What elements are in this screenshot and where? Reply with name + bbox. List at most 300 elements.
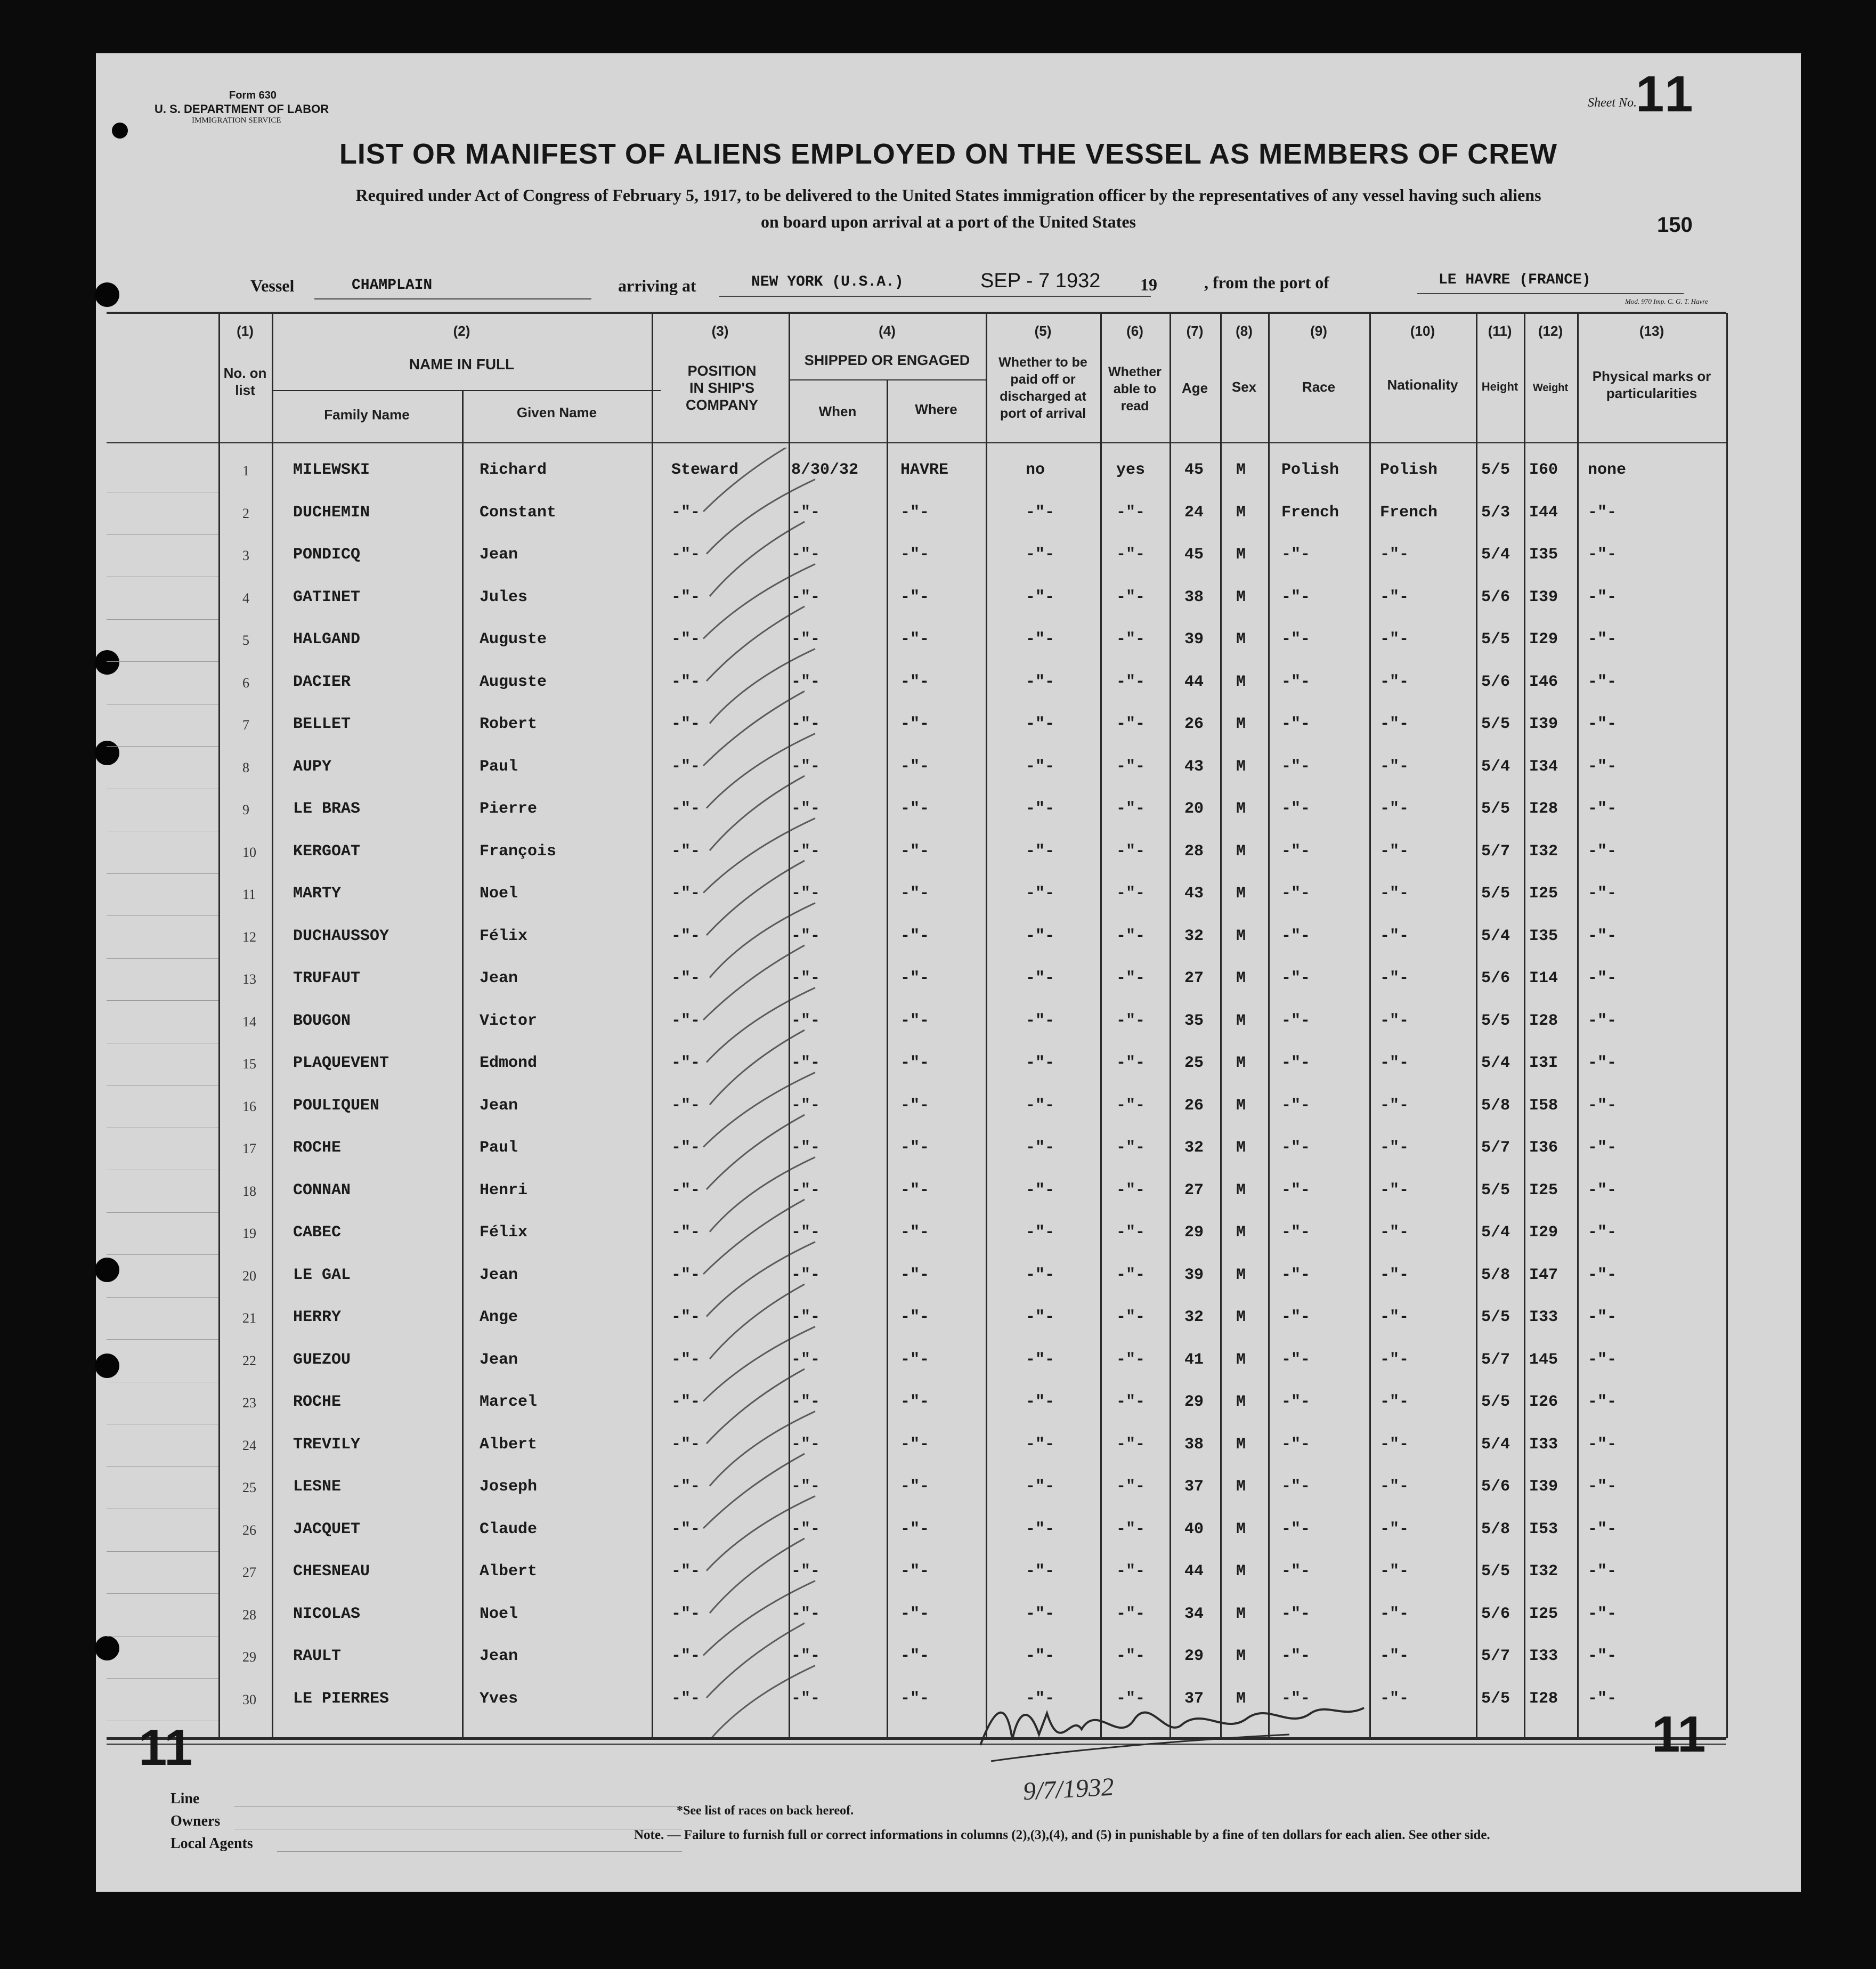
cell-nat: -"- [1380, 969, 1409, 987]
from-label: , from the port of [1204, 273, 1329, 292]
cell-marks: -"- [1588, 927, 1617, 945]
pencil-stroke [703, 1581, 815, 1656]
cell-paid: -"- [1026, 1478, 1055, 1496]
cell-family: DACIER [293, 672, 351, 691]
cell-read: -"- [1116, 546, 1146, 564]
col2-given-header: Given Name [516, 404, 597, 420]
cell-weight: I25 [1529, 1605, 1558, 1623]
cell-nat: -"- [1380, 1181, 1409, 1200]
cell-race: -"- [1281, 1308, 1311, 1326]
cell-sex: M [1236, 546, 1246, 564]
row-number: 26 [242, 1522, 256, 1538]
cell-sex: M [1236, 1478, 1246, 1496]
cell-given: Edmond [480, 1054, 538, 1072]
cell-paid: -"- [1026, 1181, 1055, 1200]
col1-number: (1) [237, 323, 254, 339]
cell-when: -"- [791, 1096, 821, 1115]
cell-height: 5/8 [1481, 1520, 1510, 1538]
cell-read: -"- [1116, 1647, 1146, 1665]
col12-number: (12) [1538, 323, 1563, 339]
from-underline [1417, 293, 1684, 294]
cell-given: Jules [480, 588, 528, 606]
pencil-stroke [710, 522, 805, 596]
col-rule [218, 313, 220, 1738]
cell-where: -"- [900, 1139, 930, 1157]
cell-weight: I28 [1529, 1011, 1558, 1030]
cell-paid: -"- [1026, 503, 1055, 522]
cell-marks: -"- [1588, 800, 1617, 818]
col8-header: Sex [1231, 379, 1257, 395]
cell-age: 38 [1184, 588, 1204, 606]
col-rule [462, 390, 464, 1738]
cell-race: Polish [1281, 461, 1339, 479]
cell-weight: I25 [1529, 1181, 1558, 1200]
cell-read: -"- [1116, 927, 1146, 945]
service: IMMIGRATION SERVICE [192, 116, 281, 125]
cell-paid: -"- [1026, 1096, 1055, 1115]
cell-age: 45 [1184, 546, 1204, 564]
cell-read: -"- [1116, 630, 1146, 649]
cell-read: -"- [1116, 1435, 1146, 1454]
agents-field [277, 1851, 682, 1852]
col2-header: NAME IN FULL [409, 356, 515, 372]
pencil-stroke [706, 861, 805, 935]
cell-given: Jean [480, 1350, 518, 1369]
binder-hole [95, 650, 119, 675]
cell-age: 41 [1184, 1350, 1204, 1369]
col13-number: (13) [1639, 323, 1664, 339]
col5-header: Whether to be paid off or discharged at port of arrival [998, 355, 1087, 421]
cell-nat: -"- [1380, 1054, 1409, 1072]
cell-nat: French [1380, 503, 1438, 522]
cell-nat: -"- [1380, 1478, 1409, 1496]
table-top-rule [107, 312, 1726, 314]
pencil-stroke [703, 1327, 815, 1401]
cell-read: -"- [1116, 1605, 1146, 1623]
margin-rule [107, 1678, 218, 1679]
pencil-stroke [703, 1200, 805, 1274]
cell-position: -"- [671, 1520, 701, 1538]
cell-where: -"- [900, 885, 930, 903]
cell-race: -"- [1281, 885, 1311, 903]
cell-race: -"- [1281, 1562, 1311, 1581]
binder-hole [95, 282, 119, 307]
cell-given: Ange [480, 1308, 518, 1326]
cell-given: Auguste [480, 630, 547, 649]
cell-family: DUCHEMIN [293, 503, 370, 522]
cell-age: 43 [1184, 757, 1204, 776]
cell-paid: -"- [1026, 757, 1055, 776]
cell-where: -"- [900, 757, 930, 776]
col7-header: Age [1181, 380, 1208, 396]
cell-weight: I39 [1529, 1478, 1558, 1496]
cell-weight: I26 [1529, 1393, 1558, 1411]
cell-read: -"- [1116, 1350, 1146, 1369]
cell-weight: I58 [1529, 1096, 1558, 1115]
col11-number: (11) [1488, 323, 1512, 339]
legal-note [634, 1828, 1490, 1843]
cell-position: -"- [671, 1350, 701, 1369]
cell-age: 32 [1184, 927, 1204, 945]
margin-rule [107, 873, 218, 874]
note-prefix: Note. — [634, 1828, 681, 1842]
cell-position: -"- [671, 672, 701, 691]
cell-nat: -"- [1380, 630, 1409, 649]
cell-race: -"- [1281, 800, 1311, 818]
cell-marks: -"- [1588, 1181, 1617, 1200]
cell-paid: -"- [1026, 630, 1055, 649]
cell-race: -"- [1281, 1054, 1311, 1072]
cell-given: Auguste [480, 672, 547, 691]
cell-when: 8/30/32 [791, 461, 859, 479]
cell-race: -"- [1281, 1181, 1311, 1200]
binder-hole [95, 1258, 119, 1282]
cell-position: -"- [671, 1266, 701, 1284]
cell-weight: I35 [1529, 546, 1558, 564]
cell-sex: M [1236, 1139, 1246, 1157]
cell-nat: -"- [1380, 1647, 1409, 1665]
cell-height: 5/5 [1481, 630, 1510, 649]
cell-given: Victor [480, 1011, 538, 1030]
stamp-number: 150 [1657, 213, 1693, 237]
cell-marks: -"- [1588, 1139, 1617, 1157]
cell-where: -"- [900, 630, 930, 649]
line-field [234, 1806, 682, 1807]
cell-marks: -"- [1588, 842, 1617, 861]
cell-sex: M [1236, 1266, 1246, 1284]
cell-paid: -"- [1026, 1223, 1055, 1242]
cell-read: -"- [1116, 1096, 1146, 1115]
pencil-stroke [706, 1496, 815, 1571]
cell-position: -"- [671, 1689, 701, 1708]
cell-when: -"- [791, 1435, 821, 1454]
pencil-stroke [710, 1412, 815, 1486]
cell-position: -"- [671, 800, 701, 818]
row-number: 28 [242, 1607, 256, 1623]
cell-when: -"- [791, 800, 821, 818]
col4-header: SHIPPED OR ENGAGED [804, 352, 970, 368]
cell-position: -"- [671, 1647, 701, 1665]
arriving-label: arriving at [618, 276, 696, 295]
cell-position: -"- [671, 969, 701, 987]
cell-height: 5/6 [1481, 588, 1510, 606]
cell-race: -"- [1281, 1096, 1311, 1115]
row-number: 10 [242, 844, 256, 860]
pencil-stroke [703, 945, 805, 1020]
cell-age: 37 [1184, 1478, 1204, 1496]
cell-height: 5/5 [1481, 461, 1510, 479]
col-rule [272, 313, 273, 1738]
cell-given: Claude [480, 1520, 538, 1538]
cell-race: -"- [1281, 1266, 1311, 1284]
cell-sex: M [1236, 1562, 1246, 1581]
cell-where: -"- [900, 546, 930, 564]
cell-read: -"- [1116, 503, 1146, 522]
cell-race: -"- [1281, 1223, 1311, 1242]
row-number: 16 [242, 1098, 256, 1114]
col5-number: (5) [1034, 323, 1052, 339]
col2-family-header: Family Name [324, 407, 410, 423]
row-number: 12 [242, 929, 256, 945]
cell-when: -"- [791, 588, 821, 606]
cell-sex: M [1236, 1435, 1246, 1454]
page-number-right: 11 [1652, 1706, 1706, 1763]
sheet-number: 11 [1636, 66, 1696, 123]
cell-where: -"- [900, 672, 930, 691]
cell-when: -"- [791, 1266, 821, 1284]
cell-family: CHESNEAU [293, 1562, 370, 1581]
cell-marks: -"- [1588, 1096, 1617, 1115]
cell-given: Albert [480, 1562, 538, 1581]
pencil-stroke [706, 988, 815, 1063]
cell-nat: -"- [1380, 1223, 1409, 1242]
row-number: 29 [242, 1649, 256, 1665]
cell-nat: -"- [1380, 1520, 1409, 1538]
departure-port: LE HAVRE (FRANCE) [1439, 272, 1591, 288]
cell-when: -"- [791, 503, 821, 522]
subtitle-line2: on board upon arrival at a port of the United States [760, 212, 1136, 231]
margin-rule [107, 1000, 218, 1001]
cell-position: -"- [671, 1562, 701, 1581]
col-rule [1524, 313, 1525, 1738]
row-number: 7 [242, 717, 249, 733]
cell-sex: M [1236, 672, 1246, 691]
cell-paid: -"- [1026, 588, 1055, 606]
cell-read: -"- [1116, 715, 1146, 733]
margin-rule [107, 915, 218, 916]
cell-family: PLAQUEVENT [293, 1054, 389, 1072]
cell-height: 5/7 [1481, 1647, 1510, 1665]
binder-hole [95, 1354, 119, 1378]
cell-nat: -"- [1380, 1435, 1409, 1454]
cell-weight: I14 [1529, 969, 1558, 987]
cell-weight: I33 [1529, 1308, 1558, 1326]
cell-height: 5/4 [1481, 546, 1510, 564]
cell-age: 26 [1184, 1096, 1204, 1115]
cell-paid: -"- [1026, 1054, 1055, 1072]
cell-weight: I47 [1529, 1266, 1558, 1284]
cell-position: -"- [671, 715, 701, 733]
subtitle-line1: Required under Act of Congress of February 5, 1917, to be delivered to the United States immigration officer by the representatives of any vessel having such aliens [355, 185, 1541, 205]
cell-read: -"- [1116, 885, 1146, 903]
cell-where: -"- [900, 1266, 930, 1284]
cell-read: -"- [1116, 969, 1146, 987]
col-rule [1268, 313, 1270, 1738]
cell-age: 32 [1184, 1139, 1204, 1157]
cell-read: -"- [1116, 1689, 1146, 1708]
cell-paid: -"- [1026, 1393, 1055, 1411]
margin-rule [107, 1551, 218, 1552]
cell-family: POULIQUEN [293, 1096, 380, 1115]
cell-nat: -"- [1380, 885, 1409, 903]
cell-height: 5/3 [1481, 503, 1510, 522]
cell-where: -"- [900, 1223, 930, 1242]
cell-sex: M [1236, 461, 1246, 479]
cell-read: -"- [1116, 672, 1146, 691]
row-number: 3 [242, 548, 249, 563]
margin-rule [107, 619, 218, 620]
cell-weight: I46 [1529, 672, 1558, 691]
cell-sex: M [1236, 1520, 1246, 1538]
cell-sex: M [1236, 1689, 1246, 1708]
cell-when: -"- [791, 1350, 821, 1369]
cell-when: -"- [791, 546, 821, 564]
pencil-stroke [703, 1454, 805, 1528]
row-number: 30 [242, 1691, 256, 1707]
cell-when: -"- [791, 1181, 821, 1200]
cell-family: KERGOAT [293, 842, 361, 861]
cell-height: 5/5 [1481, 1308, 1510, 1326]
col-rule [1577, 313, 1579, 1738]
cell-weight: I3I [1529, 1054, 1558, 1072]
cell-when: -"- [791, 1689, 821, 1708]
row-number: 13 [242, 971, 256, 987]
cell-read: -"- [1116, 1139, 1146, 1157]
cell-paid: -"- [1026, 1562, 1055, 1581]
vessel-name: CHAMPLAIN [352, 277, 433, 294]
row-number: 27 [242, 1565, 256, 1580]
cell-age: 40 [1184, 1520, 1204, 1538]
cell-given: Yves [480, 1689, 518, 1708]
cell-weight: I44 [1529, 503, 1558, 522]
cell-given: Jean [480, 1647, 518, 1665]
cell-when: -"- [791, 757, 821, 776]
cell-position: -"- [671, 1308, 701, 1326]
pencil-stroke [706, 1369, 805, 1444]
row-number: 22 [242, 1352, 256, 1368]
cell-where: -"- [900, 1647, 930, 1665]
cell-where: -"- [900, 1096, 930, 1115]
row-number: 9 [242, 802, 249, 817]
cell-position: -"- [671, 503, 701, 522]
cell-marks: -"- [1588, 546, 1617, 564]
col-rule [1100, 313, 1102, 1738]
cell-age: 34 [1184, 1605, 1204, 1623]
cell-paid: -"- [1026, 672, 1055, 691]
cell-when: -"- [791, 672, 821, 691]
cell-marks: none [1588, 461, 1627, 479]
cell-when: -"- [791, 1054, 821, 1072]
cell-where: -"- [900, 1350, 930, 1369]
cell-sex: M [1236, 885, 1246, 903]
cell-marks: -"- [1588, 1393, 1617, 1411]
pencil-stroke [703, 691, 805, 766]
cell-family: MARTY [293, 885, 342, 903]
col13-header: Physical marks or particularities [1592, 368, 1711, 401]
cell-age: 39 [1184, 1266, 1204, 1284]
col4-where-header: Where [915, 401, 957, 417]
cell-position: -"- [671, 630, 701, 649]
cell-read: -"- [1116, 1181, 1146, 1200]
cell-read: -"- [1116, 1266, 1146, 1284]
row-number: 6 [242, 675, 249, 691]
cell-when: -"- [791, 1478, 821, 1496]
margin-rule [107, 746, 218, 747]
col3-header: POSITION IN SHIP'S COMPANY [685, 363, 758, 413]
cell-height: 5/7 [1481, 1350, 1510, 1369]
cell-sex: M [1236, 969, 1246, 987]
cell-weight: I39 [1529, 715, 1558, 733]
cell-height: 5/6 [1481, 672, 1510, 691]
col11-header: Height [1481, 380, 1518, 393]
cell-race: -"- [1281, 1647, 1311, 1665]
cell-weight: I32 [1529, 1562, 1558, 1581]
cell-read: -"- [1116, 1223, 1146, 1242]
line-label: Line [170, 1790, 200, 1807]
cell-nat: -"- [1380, 1350, 1409, 1369]
cell-given: Henri [480, 1181, 528, 1200]
cell-nat: -"- [1380, 1266, 1409, 1284]
cell-family: GUEZOU [293, 1350, 351, 1369]
cell-nat: -"- [1380, 1139, 1409, 1157]
row-number: 24 [242, 1437, 256, 1453]
col9-number: (9) [1310, 323, 1327, 339]
cell-where: -"- [900, 1562, 930, 1581]
cell-weight: 145 [1529, 1350, 1558, 1369]
cell-position: -"- [671, 1435, 701, 1454]
cell-marks: -"- [1588, 1605, 1617, 1623]
cell-read: -"- [1116, 1054, 1146, 1072]
row-number: 23 [242, 1395, 256, 1411]
cell-age: 32 [1184, 1308, 1204, 1326]
cell-paid: -"- [1026, 842, 1055, 861]
cell-paid: no [1026, 461, 1045, 479]
cell-nat: -"- [1380, 546, 1409, 564]
cell-family: TRUFAUT [293, 969, 361, 987]
cell-age: 29 [1184, 1647, 1204, 1665]
row-number: 8 [242, 759, 249, 775]
cell-position: -"- [671, 1096, 701, 1115]
cell-race: -"- [1281, 1350, 1311, 1369]
date-stamp: SEP - 7 1932 [980, 270, 1101, 292]
department: U. S. DEPARTMENT OF LABOR [155, 102, 329, 116]
cell-family: HERRY [293, 1308, 342, 1326]
pencil-stroke [706, 1242, 815, 1317]
cell-when: -"- [791, 1520, 821, 1538]
row-number: 25 [242, 1480, 256, 1495]
inspector-signature [959, 1681, 1396, 1788]
year-label: 19 [1140, 275, 1157, 294]
cell-where: -"- [900, 1054, 930, 1072]
cell-age: 38 [1184, 1435, 1204, 1454]
cell-age: 44 [1184, 672, 1204, 691]
cell-sex: M [1236, 1350, 1246, 1369]
cell-sex: M [1236, 1096, 1246, 1115]
cell-paid: -"- [1026, 969, 1055, 987]
cell-race: -"- [1281, 588, 1311, 606]
cell-family: PONDICQ [293, 546, 361, 564]
cell-age: 25 [1184, 1054, 1204, 1072]
row-number: 15 [242, 1056, 256, 1072]
cell-when: -"- [791, 1139, 821, 1157]
cell-weight: I28 [1529, 1689, 1558, 1708]
cell-marks: -"- [1588, 672, 1617, 691]
cell-marks: -"- [1588, 1054, 1617, 1072]
cell-height: 5/6 [1481, 1605, 1510, 1623]
pencil-stroke [710, 1538, 805, 1613]
cell-position: Steward [671, 461, 739, 479]
cell-weight: I25 [1529, 885, 1558, 903]
cell-sex: M [1236, 1647, 1246, 1665]
col4-when-header: When [818, 403, 857, 419]
cell-race: -"- [1281, 1139, 1311, 1157]
page-title: LIST OR MANIFEST OF ALIENS EMPLOYED ON THE VESSEL AS MEMBERS OF CREW [339, 138, 1558, 170]
cell-when: -"- [791, 842, 821, 861]
cell-given: Albert [480, 1435, 538, 1454]
cell-race: -"- [1281, 1605, 1311, 1623]
cell-where: -"- [900, 1011, 930, 1030]
cell-race: -"- [1281, 546, 1311, 564]
